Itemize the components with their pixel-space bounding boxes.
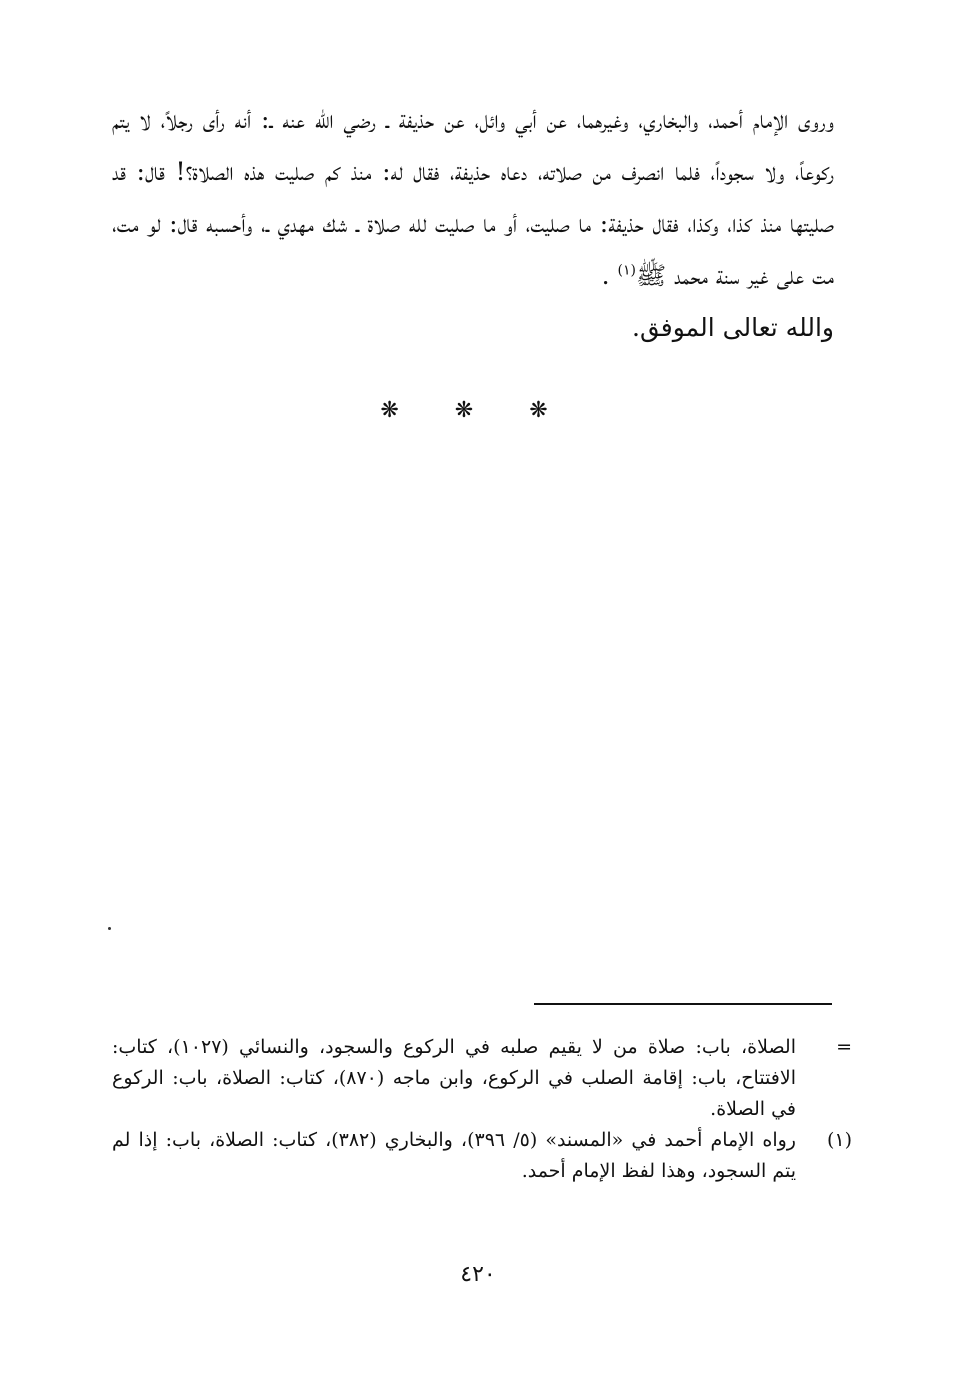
- footnote-reference: (١): [617, 262, 636, 279]
- footnote-1: [112, 1125, 852, 1187]
- footnote-text: الصلاة، باب: صلاة من لا يقيم صلبه في الركوع والسجود، والنسائي (١٠٢٧)، كتاب: الافتتاح، باب: إقامة الصلب في الركوع، وابن ماجه (٨٧٠)، كتاب: الصلاة، باب: الركوع في الصلاة.: [112, 1036, 796, 1120]
- footnote-text: رواه الإمام أحمد في «المسند» (٥/ ٣٩٦)، والبخاري (٣٨٢)، كتاب: الصلاة، باب: إذا لم يتم السجود، وهذا لفظ الإمام أحمد.: [112, 1129, 796, 1182]
- paragraph-1-text: وروى الإمام أحمد، والبخاري، وغيرهما، عن أبي وائل، عن حذيفة ـ رضي الله عنه ـ: أنه رأى رجلاً، لا يتم ركوعاً، ولا سجوداً، فلما انصرف من صلاته، دعاه حذيفة، فقال له: منذ كم صليت هذه الصلاة؟! قال: قد صليتها منذ كذا، وكذا، فقال حذيفة: ما صليت، أو ما صليت لله صلاة ـ شك مهدي ـ، وأحسبه قال: لو مت، مت على غير سنة محمد ﷺ: [112, 105, 834, 290]
- section-separator: [0, 398, 956, 423]
- paragraph-1: [112, 94, 834, 302]
- star-icon: ❋: [454, 398, 502, 423]
- star-icon: ❋: [529, 398, 576, 423]
- footnote-continuation: [112, 1032, 852, 1125]
- footnote-mark: =: [836, 1036, 852, 1058]
- stray-mark: [108, 927, 111, 930]
- paragraph-2: والله تعالى الموفق.: [632, 313, 834, 342]
- footnotes: [112, 1032, 852, 1187]
- paragraph-1-end: .: [601, 261, 610, 290]
- footnote-divider: [534, 1003, 832, 1005]
- footnote-mark: (١): [826, 1129, 852, 1151]
- page-number: ٤٢٠: [460, 1262, 496, 1287]
- main-text: [112, 94, 834, 354]
- star-icon: ❋: [380, 398, 427, 423]
